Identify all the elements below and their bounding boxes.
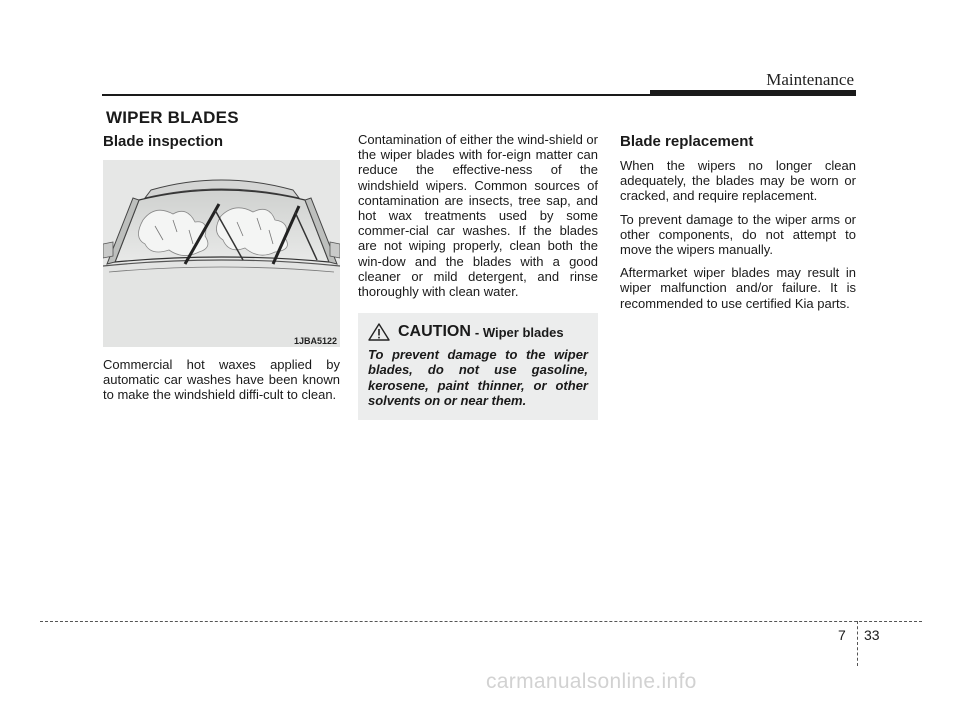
header-rule-thin (102, 94, 650, 96)
caution-header (368, 323, 588, 341)
contamination-text: Contamination of either the wind-shield or the wiper blades with for-eign matter can reduce the effective-ness of the windshield wipers. Common sources of contamination are insects, tree sap, and hot wax treatments used by some commer-cial car washes. If the blades are not wiping properly, clean both the win-dow and the blades with a good cleaner or mild detergent, and rinse thoroughly with clean water. (358, 132, 598, 300)
blade-inspection-text: Commercial hot waxes applied by automatic car washes have been known to make the windshield diffi-cult to clean. (103, 357, 340, 403)
column-blade-replacement (620, 132, 856, 319)
windshield-illustration (103, 160, 340, 347)
page-number: 33 (864, 627, 880, 643)
caution-text: To prevent damage to the wiper blades, do not use gasoline, kerosene, paint thinner, or other solvents on or near them. (368, 347, 588, 408)
column-blade-inspection (103, 130, 340, 411)
warning-triangle-icon (368, 323, 390, 341)
blade-inspection-heading: Blade inspection (103, 133, 224, 150)
header-title: Maintenance (766, 70, 854, 89)
chapter-number: 7 (838, 627, 846, 643)
caution-word: CAUTION (398, 323, 471, 341)
footer-rule (40, 621, 922, 622)
section-title: WIPER BLADES (106, 108, 239, 127)
replacement-paragraph-2: To prevent damage to the wiper arms or other components, do not attempt to move the wipers manually. (620, 211, 856, 258)
replacement-paragraph-3: Aftermarket wiper blades may result in wiper malfunction and/or failure. It is recommended to use certified Kia parts. (620, 265, 856, 311)
caution-subtitle: - Wiper blades (474, 324, 564, 340)
windshield-figure (103, 160, 340, 347)
watermark: carmanualsonline.info (486, 670, 697, 693)
figure-label: 1JBA5122 (293, 336, 337, 346)
blade-replacement-heading: Blade replacement (620, 133, 754, 150)
column-contamination (358, 132, 598, 420)
footer-vertical-rule (857, 621, 858, 666)
replacement-paragraph-1: When the wipers no longer clean adequately, the blades may be worn or cracked, and require replacement. (620, 158, 856, 204)
header-rule-thick (650, 90, 856, 96)
caution-box (358, 313, 598, 420)
